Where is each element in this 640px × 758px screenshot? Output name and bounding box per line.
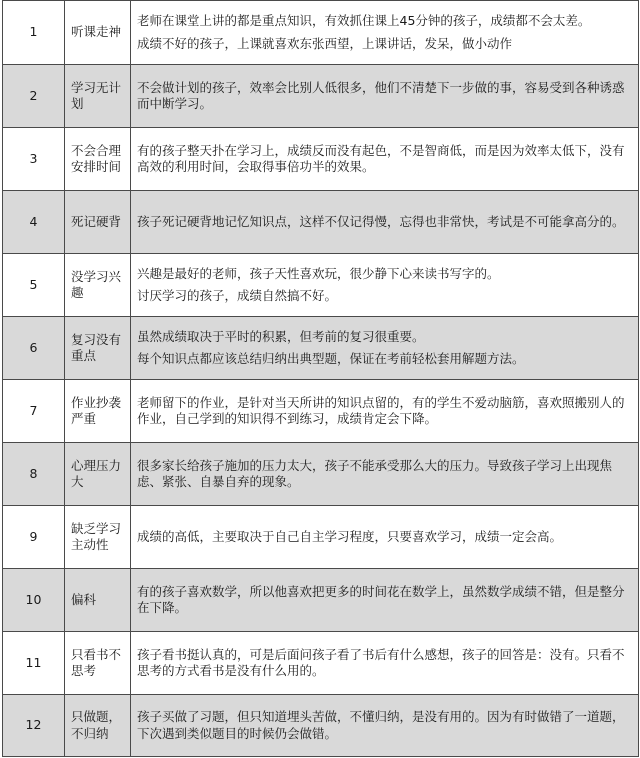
- category-cell: 没学习兴趣: [65, 254, 131, 317]
- description-text: 讨厌学习的孩子，成绩自然搞不好。: [137, 288, 338, 303]
- row-number: 7: [3, 380, 65, 443]
- table-row: [3, 191, 639, 254]
- table-row: [3, 443, 639, 506]
- category-cell: 死记硬背: [65, 191, 131, 254]
- category-cell: 听课走神: [65, 1, 131, 65]
- row-number: 10: [3, 569, 65, 632]
- description-text: 成绩不好的孩子，上课就喜欢东张西望，上课讲话，发呆，做小动作: [137, 35, 513, 51]
- description-cell: [131, 506, 639, 569]
- row-number: 5: [3, 254, 65, 317]
- category-cell: 偏科: [65, 569, 131, 632]
- category-cell: 心理压力大: [65, 443, 131, 506]
- table-row: [3, 380, 639, 443]
- description-cell: [131, 128, 639, 191]
- table-row: [3, 506, 639, 569]
- row-number: 8: [3, 443, 65, 506]
- description-cell: [131, 317, 639, 380]
- description-text: 成绩的高低，主要取决于自己自主学习程度，只要喜欢学习，成绩一定会高。: [137, 528, 563, 544]
- row-number: 11: [3, 632, 65, 695]
- row-number: 2: [3, 65, 65, 128]
- row-number: 6: [3, 317, 65, 380]
- table-row: [3, 317, 639, 380]
- row-number: 3: [3, 128, 65, 191]
- description-text: 老师在课堂上讲的都是重点知识，有效抓住课上45分钟的孩子，成绩都不会太差。: [137, 13, 591, 28]
- description-cell: [131, 1, 639, 65]
- description-text: 每个知识点都应该总结归纳出典型题，保证在考前轻松套用解题方法。: [137, 351, 525, 366]
- description-text: 兴趣是最好的老师，孩子天性喜欢玩，很少静下心来读书写字的。: [137, 265, 500, 281]
- description-text: 很多家长给孩子施加的压力太大，孩子不能承受那么大的压力。导致孩子学习上出现焦虑、紧张、自暴自弃的现象。: [137, 457, 613, 489]
- table-row: [3, 569, 639, 632]
- table-row: [3, 254, 639, 317]
- description-cell: [131, 254, 639, 317]
- row-number: 12: [3, 695, 65, 757]
- description-cell: [131, 569, 639, 632]
- category-cell: 只看书不思考: [65, 632, 131, 695]
- description-text: 孩子看书挺认真的，可是后面问孩子看了书后有什么感想，孩子的回答是：没有。只看不思考的方式看书是没有什么用的。: [137, 646, 625, 678]
- row-number: 1: [3, 1, 65, 65]
- learning-problems-table: [2, 0, 639, 757]
- table-row: [3, 632, 639, 695]
- table-row: [3, 128, 639, 191]
- row-number: 4: [3, 191, 65, 254]
- description-text: 有的孩子喜欢数学，所以他喜欢把更多的时间花在数学上，虽然数学成绩不错，但是整分在下降。: [137, 583, 625, 615]
- category-cell: 作业抄袭严重: [65, 380, 131, 443]
- table-row: [3, 1, 639, 65]
- description-text: 孩子买做了习题，但只知道埋头苦做，不懂归纳，是没有用的。因为有时做错了一道题，下次遇到类似题目的时候仍会做错。: [137, 709, 625, 741]
- category-cell: 缺乏学习主动性: [65, 506, 131, 569]
- description-cell: [131, 65, 639, 128]
- description-cell: [131, 632, 639, 695]
- description-text: 不会做计划的孩子，效率会比别人低很多，他们不清楚下一步做的事，容易受到各种诱惑而中断学习。: [137, 79, 625, 111]
- category-cell: 只做题，不归纳: [65, 695, 131, 757]
- category-cell: 复习没有重点: [65, 317, 131, 380]
- table-row: [3, 695, 639, 757]
- description-cell: [131, 380, 639, 443]
- table-row: [3, 65, 639, 128]
- description-text: 虽然成绩取决于平时的积累，但考前的复习很重要。: [137, 328, 425, 344]
- description-text: 有的孩子整天扑在学习上，成绩反而没有起色，不是智商低，而是因为效率太低下，没有高效的利用时间，会取得事倍功半的效果。: [137, 142, 625, 174]
- description-cell: [131, 191, 639, 254]
- description-cell: [131, 695, 639, 757]
- row-number: 9: [3, 506, 65, 569]
- description-text: 孩子死记硬背地记忆知识点，这样不仅记得慢，忘得也非常快，考试是不可能拿高分的。: [137, 213, 625, 229]
- description-cell: [131, 443, 639, 506]
- category-cell: 学习无计划: [65, 65, 131, 128]
- category-cell: 不会合理安排时间: [65, 128, 131, 191]
- description-text: 老师留下的作业，是针对当天所讲的知识点留的，有的学生不爱动脑筋，喜欢照搬别人的作业，自己学到的知识得不到练习，成绩肯定会下降。: [137, 394, 625, 426]
